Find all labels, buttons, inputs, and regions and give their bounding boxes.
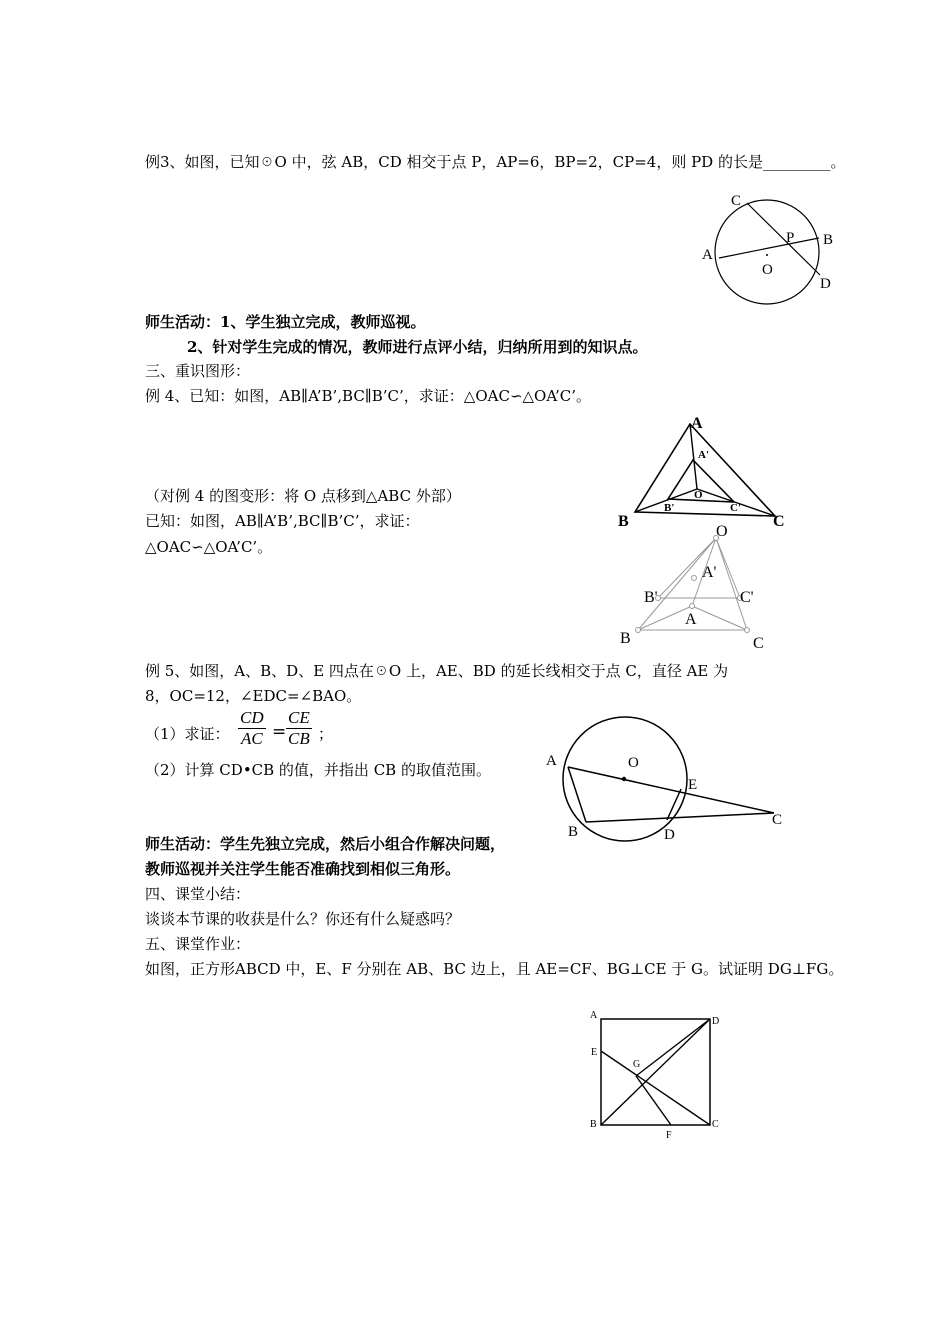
example3-text: 例3、如图，已知☉O 中，弦 AB，CD 相交于点 P，AP=6，BP=2，CP=4，则 PD 的长是_________。 (145, 153, 846, 171)
frac2-num: CE (288, 708, 310, 727)
example4-variant-line1: 已知：如图，AB∥A’B’,BC∥B’C’，求证： (145, 512, 420, 530)
center-dot (766, 254, 768, 256)
outer-triangle (635, 424, 775, 516)
section5-heading: 五、课堂作业： (145, 935, 251, 953)
fig1-label-b1: B' (664, 502, 675, 514)
chord-ab (568, 767, 586, 822)
fig2-label-o: O (716, 523, 728, 540)
fig2-label-c: C (753, 635, 764, 652)
example5-line1: 例 5、如图，A、B、D、E 四点在☉O 上，AE、BD 的延长线相交于点 C，直径 AE 为 (145, 662, 729, 680)
fig2-label-a1: A' (702, 564, 717, 581)
section3-heading: 三、重识图形： (145, 362, 251, 380)
center-dot (622, 777, 626, 781)
sq-label-b: B (590, 1119, 597, 1130)
label-d: D (820, 276, 831, 292)
diag-bd (601, 1019, 710, 1125)
fig1-label-c: C (773, 513, 785, 530)
example4-variant-note: （对例 4 的图变形：将 O 点移到△ABC 外部） (145, 487, 461, 505)
fig1-label-o: O (694, 489, 703, 501)
line-ac (568, 767, 774, 813)
label-c: C (731, 193, 742, 209)
ex5-label-o: O (628, 755, 639, 771)
fig1-label-a1: A' (698, 449, 709, 461)
circle-chord-figure (695, 185, 845, 315)
activity1-line1: 师生活动：1、学生独立完成，教师巡视。 (145, 313, 426, 331)
section4-heading: 四、课堂小结： (145, 885, 251, 903)
fraction-ce-cb (286, 708, 312, 749)
chord-de (667, 789, 681, 820)
section5-text: 如图，正方形ABCD 中，E、F 分别在 AB、BC 边上，且 AE=CF、BG⊥CE 于 G。试证明 DG⊥FG。 (145, 960, 844, 978)
sq-label-d: D (712, 1016, 720, 1027)
fig1-label-c1: C' (730, 502, 741, 514)
label-o: O (762, 262, 773, 278)
sq-label-g: G (633, 1059, 641, 1070)
line-ec (601, 1051, 710, 1125)
section4-text: 谈谈本节课的收获是什么？你还有什么疑惑吗？ (145, 910, 461, 928)
example5-part2: （2）计算 CD•CB 的值，并指出 CB 的取值范围。 (145, 761, 491, 779)
example4-text: 例 4、已知：如图，AB∥A’B’,BC∥B’C’，求证：△OAC∽△OA’C’。 (145, 387, 591, 405)
example5-part1-suffix: ； (318, 725, 334, 743)
sq-label-c: C (712, 1119, 719, 1130)
activity2-line1: 师生活动：学生先独立完成，然后小组合作解决问题， (145, 835, 506, 853)
fig2-label-b: B (620, 630, 631, 647)
label-a: A (702, 247, 713, 263)
frac2-den: CB (288, 729, 310, 748)
sq-label-e: E (591, 1047, 598, 1058)
triangle-variant-figure (610, 518, 780, 652)
sq-label-a: A (590, 1010, 598, 1021)
circle-o (715, 200, 819, 304)
ex5-label-d: D (664, 827, 675, 843)
chord-cd (747, 203, 820, 275)
fig2-label-a: A (685, 611, 697, 628)
nested-triangle-figure (610, 410, 800, 535)
ex5-label-a: A (546, 753, 557, 769)
fraction-cd-ac (238, 708, 266, 749)
fig2-label-c1: C' (740, 589, 754, 606)
equals-sign: = (272, 722, 287, 742)
square-figure (585, 1005, 725, 1145)
example5-line2: 8，OC=12，∠EDC=∠BAO。 (145, 687, 362, 705)
fig2-label-b1: B' (644, 589, 658, 606)
line-gf (636, 1076, 671, 1125)
ex5-label-c: C (772, 812, 783, 828)
example5-part1-prefix: （1）求证： (145, 725, 230, 743)
chord-ab (719, 238, 819, 258)
example4-variant-line2: △OAC∽△OA’C’。 (145, 538, 273, 556)
frac1-den: AC (240, 729, 263, 748)
label-p: P (786, 230, 795, 246)
fig1-label-b: B (618, 513, 629, 530)
line-bc (586, 813, 774, 822)
fig1-label-a: A (691, 415, 703, 432)
activity1-line2: 2、针对学生完成的情况，教师进行点评小结，归纳所用到的知识点。 (187, 338, 648, 356)
circle-secant-figure (540, 725, 790, 850)
activity2-line2: 教师巡视并关注学生能否准确找到相似三角形。 (145, 860, 461, 878)
sq-label-f: F (666, 1130, 672, 1141)
frac1-num: CD (240, 708, 264, 727)
line-gd (636, 1019, 710, 1076)
ex5-label-b: B (568, 824, 579, 840)
label-b: B (823, 232, 834, 248)
ex5-label-e: E (688, 777, 698, 793)
